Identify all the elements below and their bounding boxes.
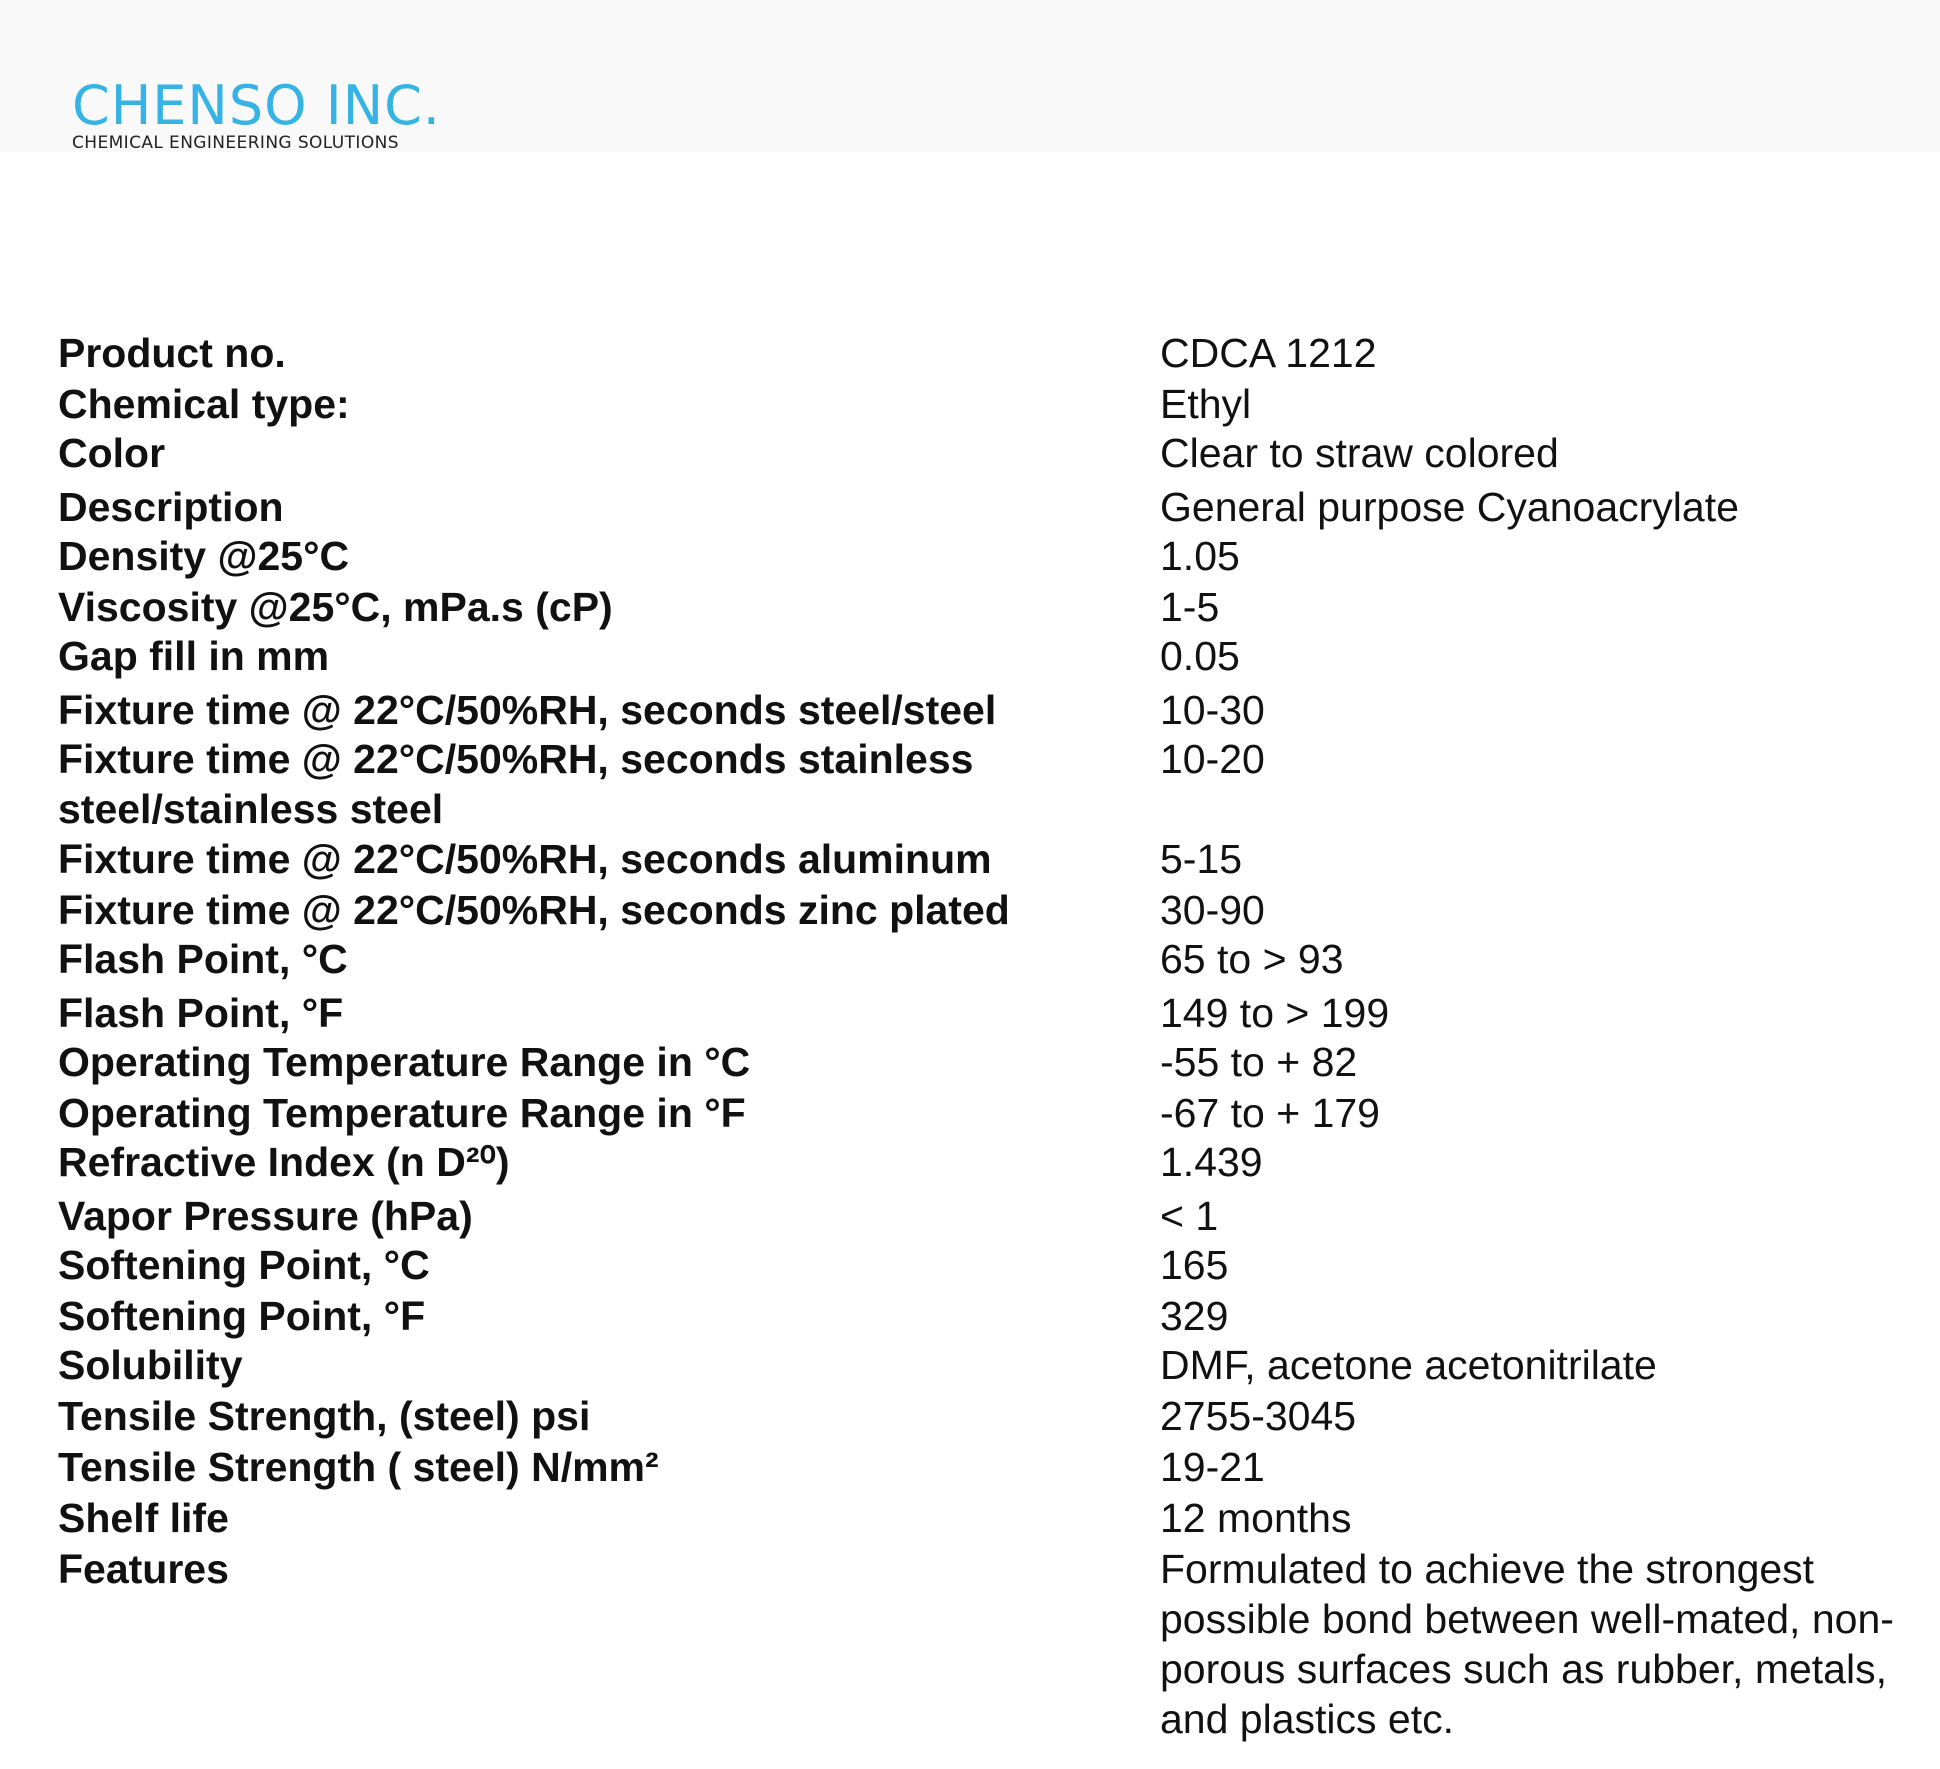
spec-row-fixture-stainless xyxy=(58,734,1898,834)
company-logo xyxy=(72,74,441,153)
spec-label: Features xyxy=(58,1546,229,1592)
spec-label: Product no. xyxy=(58,330,286,376)
spec-label: Viscosity @25°C, mPa.s (cP) xyxy=(58,584,613,630)
spec-label: Solubility xyxy=(58,1342,243,1388)
spec-table xyxy=(58,328,1898,1744)
company-tagline: CHEMICAL ENGINEERING SOLUTIONS xyxy=(72,133,399,153)
spec-label: Operating Temperature Range in °F xyxy=(58,1090,746,1136)
spec-row-density xyxy=(58,531,1898,582)
spec-row-refractive-index xyxy=(58,1137,1898,1191)
spec-value: Clear to straw colored xyxy=(1160,430,1559,476)
spec-label: Gap fill in mm xyxy=(58,633,330,679)
spec-value: 30-90 xyxy=(1160,887,1265,933)
spec-value: 1.439 xyxy=(1160,1139,1263,1185)
spec-value: -67 to + 179 xyxy=(1160,1090,1380,1136)
spec-row-solubility xyxy=(58,1340,1898,1391)
company-name: CHENSO INC. xyxy=(72,74,441,137)
spec-value: Formulated to achieve the strongest possible bond between well-mated, non-porous surfaces such as rubber, metals, and plastics etc. xyxy=(1160,1546,1894,1742)
spec-value: 12 months xyxy=(1160,1495,1352,1541)
spec-value: 1-5 xyxy=(1160,584,1220,630)
spec-value: -55 to + 82 xyxy=(1160,1039,1358,1085)
spec-row-gap-fill xyxy=(58,631,1898,685)
spec-row-color xyxy=(58,428,1898,482)
spec-label: Description xyxy=(58,484,284,530)
spec-value: 2755-3045 xyxy=(1160,1393,1357,1439)
spec-value: 149 to > 199 xyxy=(1160,990,1390,1036)
spec-row-flash-point-c xyxy=(58,934,1898,988)
spec-label: Density @25°C xyxy=(58,533,350,579)
spec-label: Softening Point, °C xyxy=(58,1242,430,1288)
spec-row-shelf-life xyxy=(58,1493,1898,1544)
spec-label: Flash Point, °C xyxy=(58,936,348,982)
spec-value: < 1 xyxy=(1160,1193,1219,1239)
spec-row-tensile-nmm2 xyxy=(58,1442,1898,1493)
spec-row-tensile-psi xyxy=(58,1391,1898,1442)
spec-label: Fixture time @ 22°C/50%RH, seconds stainless steel/stainless steel xyxy=(58,736,974,832)
spec-value: Ethyl xyxy=(1160,381,1252,427)
spec-row-chemical-type xyxy=(58,379,1898,428)
spec-row-description xyxy=(58,482,1898,531)
spec-value: 329 xyxy=(1160,1293,1229,1339)
spec-label: Operating Temperature Range in °C xyxy=(58,1039,751,1085)
spec-label: Flash Point, °F xyxy=(58,990,344,1036)
spec-label: Color xyxy=(58,430,166,476)
spec-row-operating-temp-c xyxy=(58,1037,1898,1088)
spec-label: Shelf life xyxy=(58,1495,229,1541)
spec-value: 0.05 xyxy=(1160,633,1240,679)
spec-label: Tensile Strength, (steel) psi xyxy=(58,1393,591,1439)
spec-label: Refractive Index (n D²⁰) xyxy=(58,1139,510,1185)
spec-value: 10-20 xyxy=(1160,736,1265,782)
spec-value: 165 xyxy=(1160,1242,1229,1288)
spec-label: Tensile Strength ( steel) N/mm² xyxy=(58,1444,659,1490)
spec-value: 5-15 xyxy=(1160,836,1243,882)
spec-row-vapor-pressure xyxy=(58,1191,1898,1240)
spec-row-fixture-aluminum xyxy=(58,834,1898,885)
spec-row-fixture-zinc xyxy=(58,885,1898,934)
spec-value: DMF, acetone acetonitrilate xyxy=(1160,1342,1657,1388)
spec-value: 65 to > 93 xyxy=(1160,936,1344,982)
spec-row-flash-point-f xyxy=(58,988,1898,1037)
spec-label: Vapor Pressure (hPa) xyxy=(58,1193,473,1239)
spec-row-viscosity xyxy=(58,582,1898,631)
spec-row-product-no xyxy=(58,328,1898,379)
spec-row-fixture-steel xyxy=(58,685,1898,734)
spec-label: Fixture time @ 22°C/50%RH, seconds aluminum xyxy=(58,836,992,882)
spec-row-softening-point-c xyxy=(58,1240,1898,1291)
spec-value: CDCA 1212 xyxy=(1160,330,1377,376)
spec-label: Chemical type: xyxy=(58,381,350,427)
spec-value: 19-21 xyxy=(1160,1444,1265,1490)
spec-label: Fixture time @ 22°C/50%RH, seconds zinc plated xyxy=(58,887,1010,933)
spec-label: Fixture time @ 22°C/50%RH, seconds steel/steel xyxy=(58,687,997,733)
spec-row-softening-point-f xyxy=(58,1291,1898,1340)
spec-value: 1.05 xyxy=(1160,533,1240,579)
spec-value: General purpose Cyanoacrylate xyxy=(1160,484,1739,530)
spec-label: Softening Point, °F xyxy=(58,1293,426,1339)
spec-value: 10-30 xyxy=(1160,687,1265,733)
spec-row-operating-temp-f xyxy=(58,1088,1898,1137)
spec-row-features xyxy=(58,1544,1898,1744)
